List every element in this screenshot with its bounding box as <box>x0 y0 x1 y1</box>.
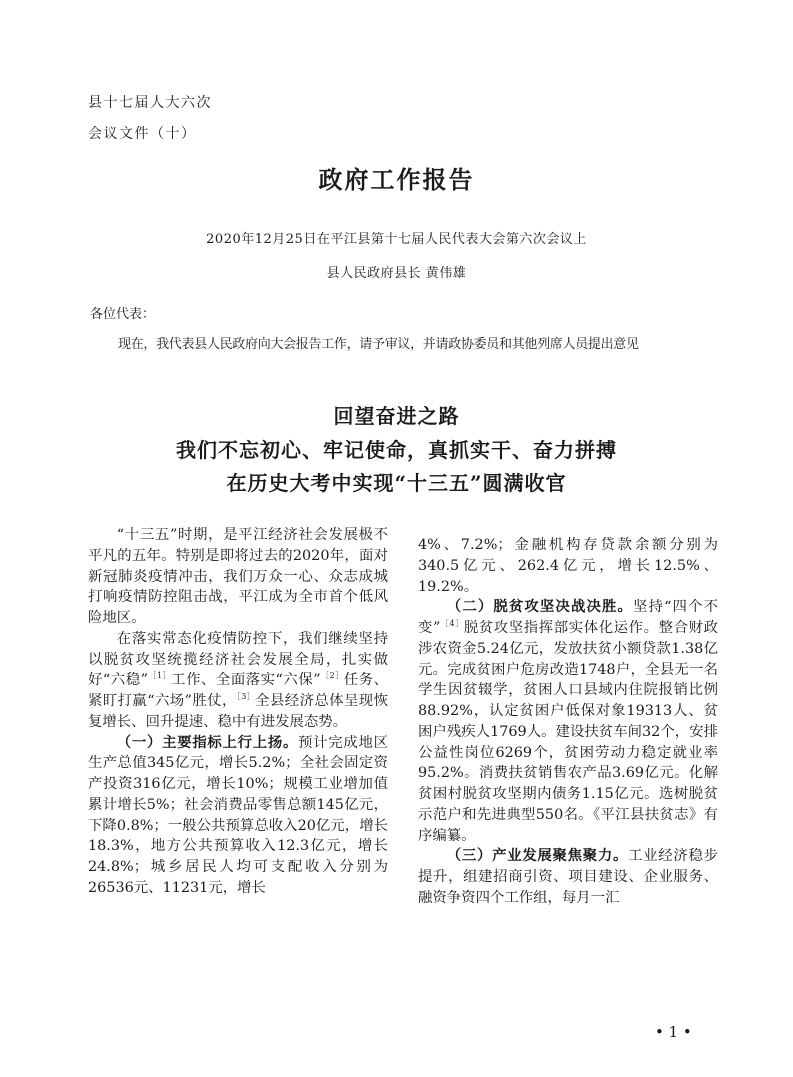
text-segment: 在落实常态化疫情防控下，我们继续坚持以脱贫攻坚统揽经济社会发展全局，扎实做好“六稳” <box>88 630 388 689</box>
paragraph-financial-balances: 4%、7.2%；金融机构存贷款余额分别为340.5亿元、262.4亿元，增长12.5%、19.2%。 <box>418 537 718 595</box>
text-segment: 任务、紧盯打赢“六场”胜仗， <box>88 672 389 709</box>
text-segment: 坚持“四个不变” <box>418 599 718 636</box>
paragraph-industry-development <box>418 846 718 908</box>
doc-label-line2: 会议文件（十） <box>88 126 197 142</box>
text-segment: 工业经济稳步提升，组建招商引资、项目建设、企业服务、融资争资四个工作组，每月一汇 <box>418 848 718 906</box>
paragraph-epidemic-control <box>88 629 388 733</box>
text-segment: 工作、全面落实“六保” <box>171 672 321 689</box>
subsection-heading-3: （三）产业发展聚焦聚力。 <box>446 848 629 865</box>
paragraph-period-overview: “十三五”时期，是平江经济社会发展极不平凡的五年。特别是即将过去的2020年，面对新冠肺炎疫情冲击，我们万众一心、众志成城打响疫情防控阻击战，平江成为全市首个低风险地区。 <box>88 527 388 626</box>
text-segment: 脱贫攻坚指挥部实体化运作。整合财政涉农资金5.24亿元，发放扶贫小额贷款1.38亿元。完成贫困户危房改造1748户，全县无一名学生因贫辍学，贫困人口县域内住院报销比例88.92%，认定贫困户低保对象19313人、贫困户残疾人1769人。建设扶贫车间32个，安排公益性岗位6269个，贫困劳动力稳定就业率95.2%。消费扶贫销售农产品3.69亿元。化解贫困村脱贫攻坚期内债务1.15亿元。选树脱贫示范户和先进典型550名。《平江县扶贫志》有序编纂。 <box>418 620 718 844</box>
subtitle-speaker: 县人民政府县长 黄伟雄 <box>326 266 467 281</box>
section-heading-line2: 我们不忘初心、牢记使命，真抓实干、奋力拼搏 <box>176 438 617 462</box>
paragraph-main-indicators <box>88 733 388 899</box>
section-heading-line3: 在历史大考中实现“十三五”圆满收官 <box>226 471 567 495</box>
right-column <box>418 535 718 909</box>
left-column <box>88 525 388 899</box>
text-segment: 全县经济总体呈现恢复增长、回升提速、稳中有进发展态势。 <box>88 693 388 730</box>
footnote-ref-4: ［4］ <box>440 619 464 629</box>
footnote-ref-3: ［3］ <box>236 692 256 702</box>
page-number: • 1 • <box>655 1023 692 1041</box>
doc-label-line1: 县十七届人大六次 <box>88 95 212 111</box>
subtitle-meeting: 2020年12月25日在平江县第十七届人民代表大会第六次会议上 <box>206 232 587 247</box>
section-heading-line1: 回望奋进之路 <box>333 404 460 428</box>
subsection-heading-1: （一）主要指标上行上扬。 <box>116 734 299 751</box>
salutation: 各位代表： <box>90 307 156 322</box>
paragraph-poverty-alleviation <box>418 597 718 846</box>
page-title: 政府工作报告 <box>318 165 475 194</box>
text-segment: 预计完成地区生产总值345亿元，增长5.2%；全社会固定资产投资316亿元，增长10%；规模工业增加值累计增长5%；社会消费品零售总额145亿元，下降0.8%；一般公共预算总收入20亿元，增长18.3%，地方公共预算收入12.3亿元，增长24.8%；城乡居民人均可支配收入分别为26536元、11231元，增长 <box>88 734 388 896</box>
footnote-ref-1: ［1］ <box>147 671 172 681</box>
footnote-ref-2: ［2］ <box>320 671 344 681</box>
intro-paragraph: 现在，我代表县人民政府向大会报告工作，请予审议，并请政协委员和其他列席人员提出意见 <box>118 337 639 352</box>
subsection-heading-2: （二）脱贫攻坚决战决胜。 <box>446 599 634 616</box>
